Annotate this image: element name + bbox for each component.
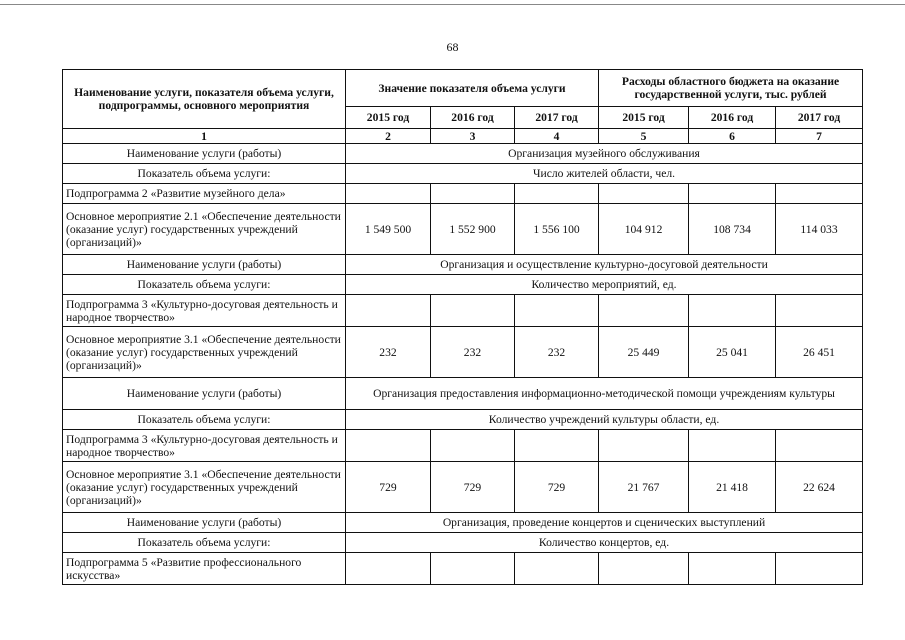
subprogram-row <box>63 295 863 327</box>
indicator-label: Показатель объема услуги: <box>63 533 346 553</box>
subprogram-name: Подпрограмма 3 «Культурно-досуговая деятельность и народное творчество» <box>63 430 346 462</box>
value-cell: 21 418 <box>689 462 776 513</box>
column-number: 3 <box>431 129 515 144</box>
empty-cell <box>515 295 599 327</box>
value-cell: 22 624 <box>776 462 863 513</box>
empty-cell <box>515 553 599 585</box>
column-numbers-row <box>63 129 863 144</box>
service-row <box>63 144 863 164</box>
empty-cell <box>515 184 599 204</box>
subprogram-row <box>63 430 863 462</box>
header-name: Наименование услуги, показателя объема услуги, подпрограммы, основного мероприятия <box>63 70 346 129</box>
indicator-row <box>63 275 863 295</box>
empty-cell <box>689 553 776 585</box>
column-number: 1 <box>63 129 346 144</box>
service-label: Наименование услуги (работы) <box>63 255 346 275</box>
subprogram-row <box>63 553 863 585</box>
indicator-name: Количество мероприятий, ед. <box>346 275 863 295</box>
indicator-label: Показатель объема услуги: <box>63 164 346 184</box>
top-rule <box>0 4 905 5</box>
indicator-row <box>63 410 863 430</box>
empty-cell <box>599 184 689 204</box>
header-year: 2015 год <box>346 107 431 129</box>
subprogram-name: Подпрограмма 5 «Развитие профессионального искусства» <box>63 553 346 585</box>
empty-cell <box>346 184 431 204</box>
value-cell: 729 <box>431 462 515 513</box>
subprogram-name: Подпрограмма 3 «Культурно-досуговая деятельность и народное творчество» <box>63 295 346 327</box>
value-cell: 1 552 900 <box>431 204 515 255</box>
column-number: 2 <box>346 129 431 144</box>
empty-cell <box>346 430 431 462</box>
service-row <box>63 513 863 533</box>
service-label: Наименование услуги (работы) <box>63 513 346 533</box>
measure-row <box>63 462 863 513</box>
empty-cell <box>599 430 689 462</box>
empty-cell <box>599 295 689 327</box>
header-budget-group: Расходы областного бюджета на оказание государственной услуги, тыс. рублей <box>599 70 863 107</box>
service-label: Наименование услуги (работы) <box>63 378 346 410</box>
empty-cell <box>346 553 431 585</box>
empty-cell <box>346 295 431 327</box>
service-name: Организация предоставления информационно-методической помощи учреждениям культуры <box>346 378 863 410</box>
value-cell: 26 451 <box>776 327 863 378</box>
value-cell: 729 <box>515 462 599 513</box>
subprogram-row <box>63 184 863 204</box>
measure-name: Основное мероприятие 2.1 «Обеспечение деятельности (оказание услуг) государственных учреждений (организаций)» <box>63 204 346 255</box>
value-cell: 108 734 <box>689 204 776 255</box>
empty-cell <box>431 295 515 327</box>
service-label: Наименование услуги (работы) <box>63 144 346 164</box>
header-year: 2017 год <box>515 107 599 129</box>
services-table <box>62 69 863 585</box>
empty-cell <box>431 184 515 204</box>
value-cell: 232 <box>515 327 599 378</box>
indicator-row <box>63 164 863 184</box>
measure-row <box>63 204 863 255</box>
empty-cell <box>776 430 863 462</box>
empty-cell <box>431 553 515 585</box>
column-number: 4 <box>515 129 599 144</box>
column-number: 5 <box>599 129 689 144</box>
indicator-label: Показатель объема услуги: <box>63 275 346 295</box>
empty-cell <box>689 430 776 462</box>
empty-cell <box>689 295 776 327</box>
header-year: 2017 год <box>776 107 863 129</box>
indicator-label: Показатель объема услуги: <box>63 410 346 430</box>
subprogram-name: Подпрограмма 2 «Развитие музейного дела» <box>63 184 346 204</box>
value-cell: 1 556 100 <box>515 204 599 255</box>
value-cell: 232 <box>431 327 515 378</box>
indicator-row <box>63 533 863 553</box>
value-cell: 25 041 <box>689 327 776 378</box>
empty-cell <box>515 430 599 462</box>
measure-name: Основное мероприятие 3.1 «Обеспечение деятельности (оказание услуг) государственных учреждений (организаций)» <box>63 462 346 513</box>
indicator-name: Количество концертов, ед. <box>346 533 863 553</box>
empty-cell <box>776 553 863 585</box>
indicator-name: Количество учреждений культуры области, ед. <box>346 410 863 430</box>
value-cell: 232 <box>346 327 431 378</box>
measure-row <box>63 327 863 378</box>
value-cell: 114 033 <box>776 204 863 255</box>
measure-name: Основное мероприятие 3.1 «Обеспечение деятельности (оказание услуг) государственных учреждений (организаций)» <box>63 327 346 378</box>
service-row <box>63 255 863 275</box>
column-number: 6 <box>689 129 776 144</box>
header-year: 2016 год <box>689 107 776 129</box>
header-year: 2015 год <box>599 107 689 129</box>
value-cell: 21 767 <box>599 462 689 513</box>
empty-cell <box>431 430 515 462</box>
empty-cell <box>776 184 863 204</box>
value-cell: 1 549 500 <box>346 204 431 255</box>
header-volume-group: Значение показателя объема услуги <box>346 70 599 107</box>
service-name: Организация музейного обслуживания <box>346 144 863 164</box>
indicator-name: Число жителей области, чел. <box>346 164 863 184</box>
header-year: 2016 год <box>431 107 515 129</box>
page-number: 68 <box>446 40 459 54</box>
empty-cell <box>599 553 689 585</box>
value-cell: 729 <box>346 462 431 513</box>
service-name: Организация и осуществление культурно-досуговой деятельности <box>346 255 863 275</box>
value-cell: 104 912 <box>599 204 689 255</box>
value-cell: 25 449 <box>599 327 689 378</box>
column-number: 7 <box>776 129 863 144</box>
service-row <box>63 378 863 410</box>
empty-cell <box>689 184 776 204</box>
service-name: Организация, проведение концертов и сценических выступлений <box>346 513 863 533</box>
empty-cell <box>776 295 863 327</box>
